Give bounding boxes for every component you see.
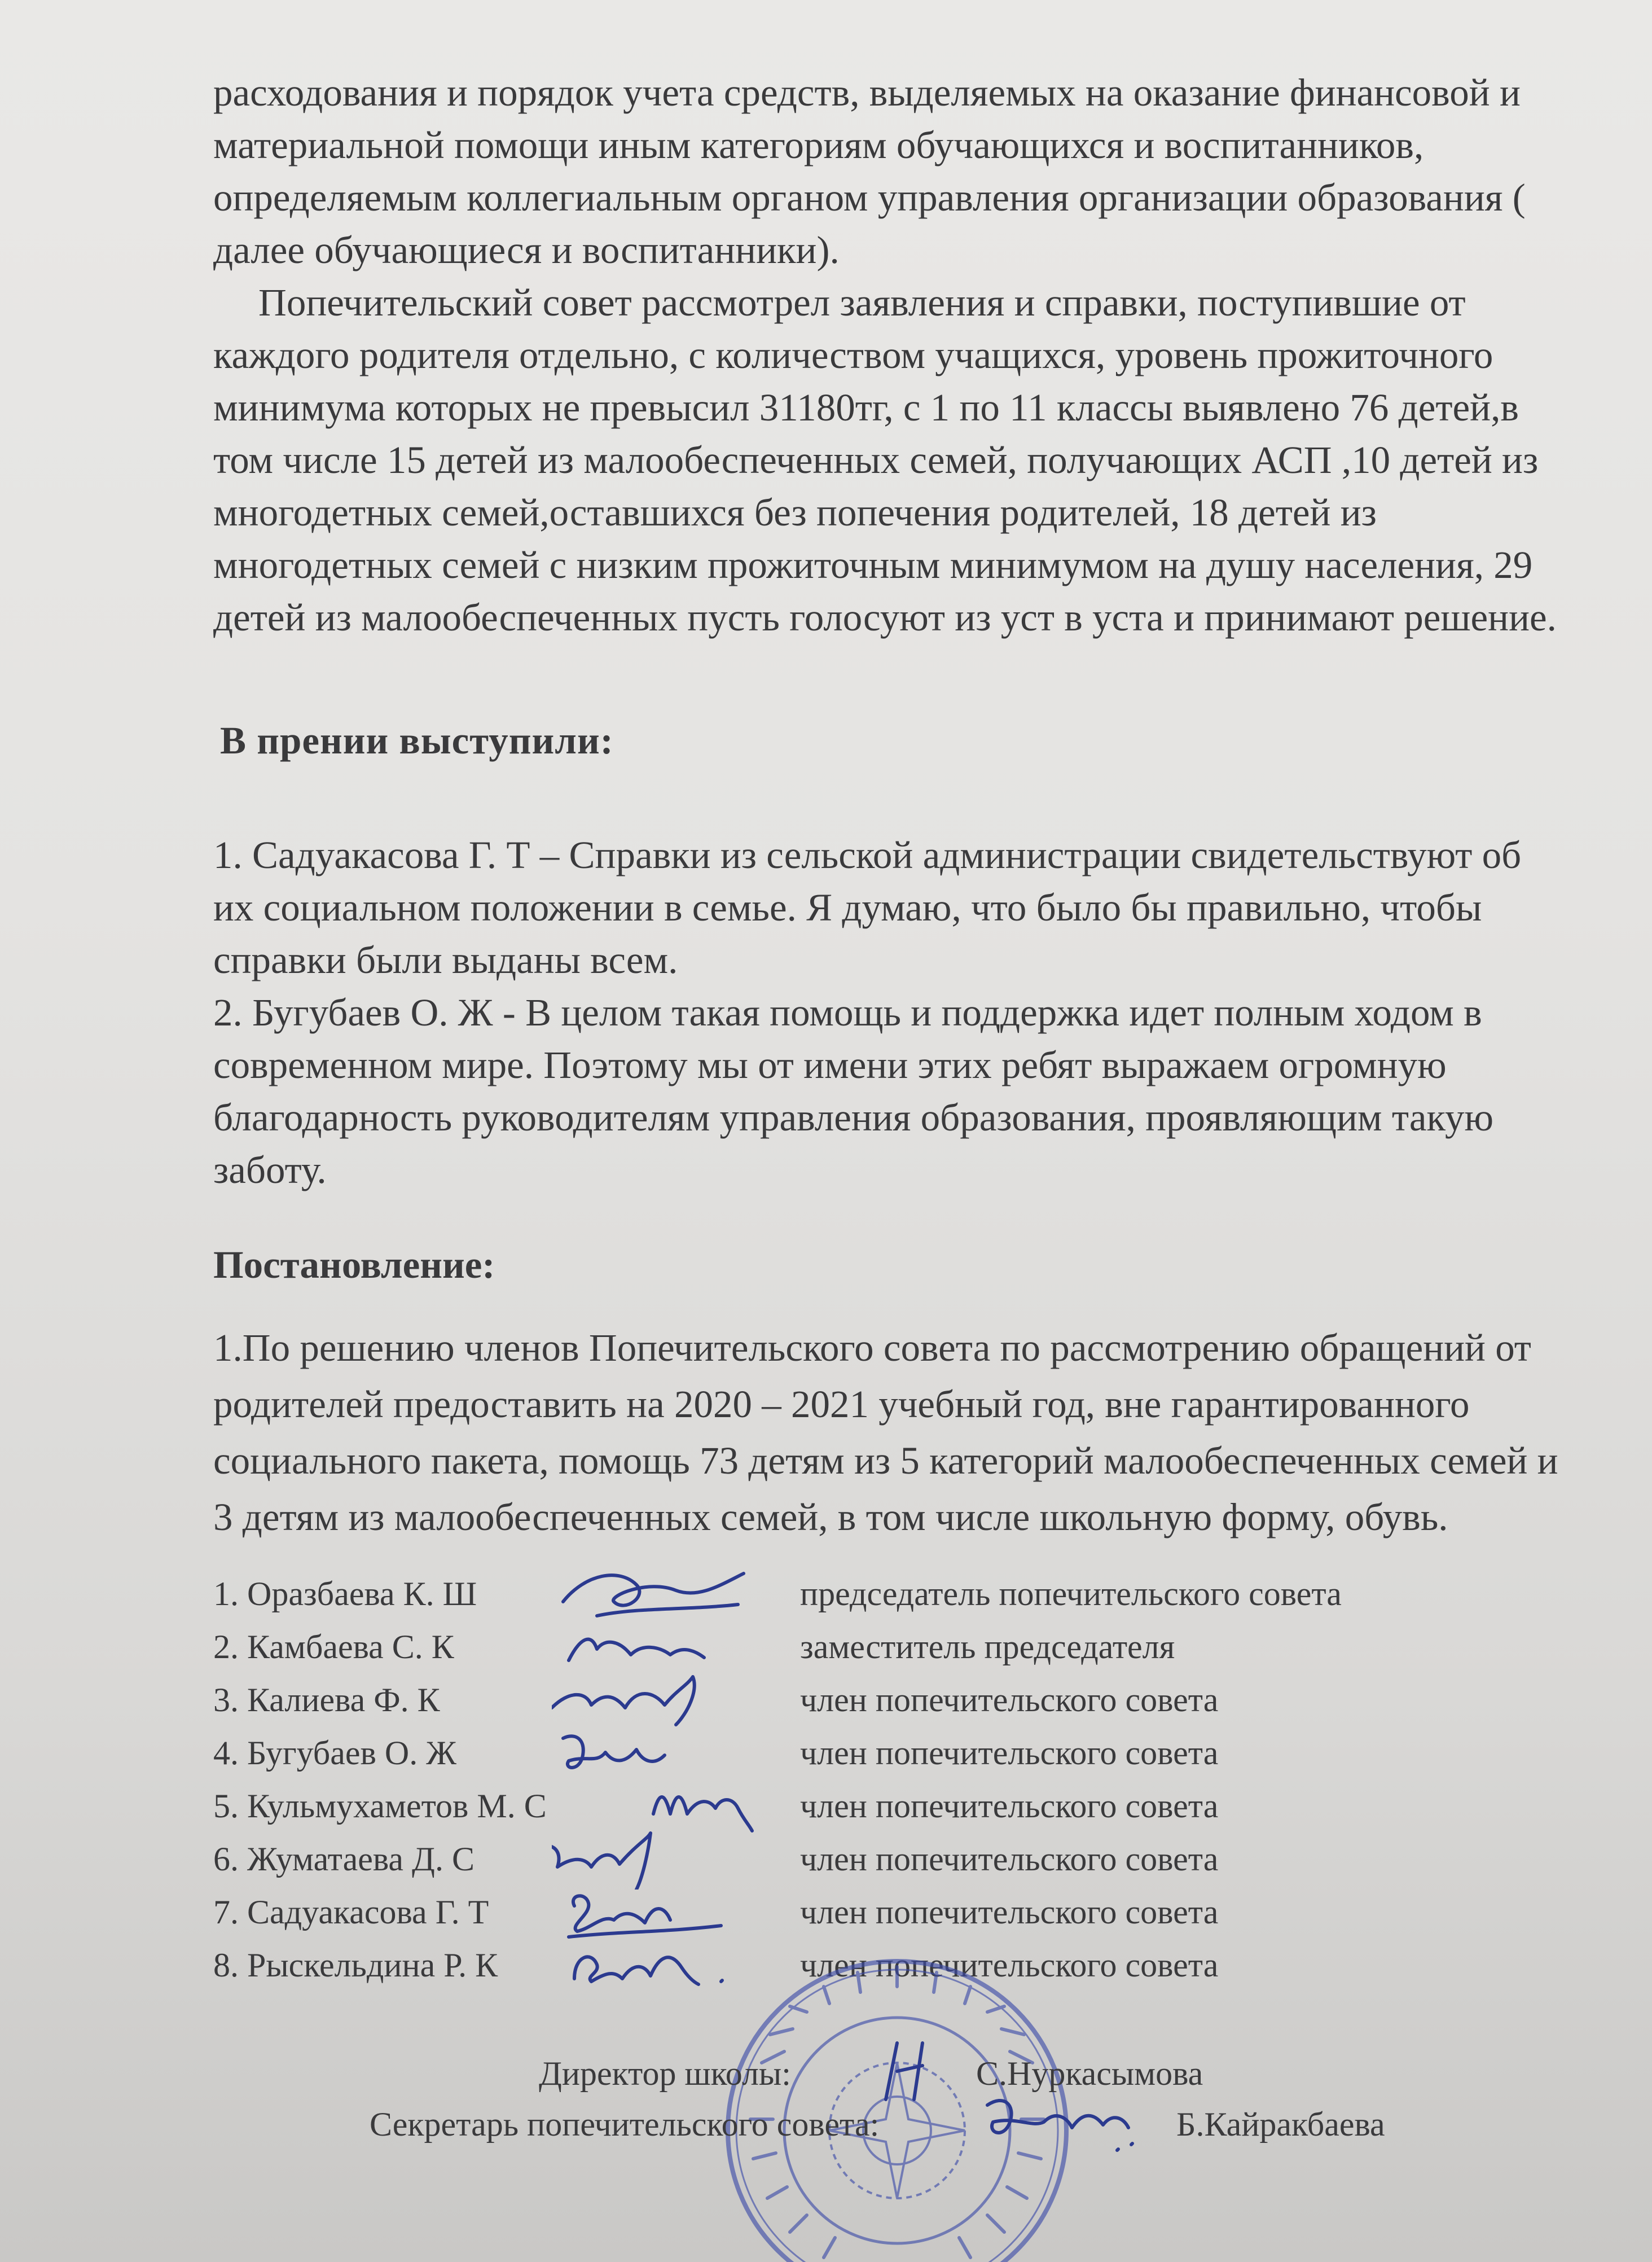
member-role: член попечительского совета	[800, 1681, 1219, 1719]
member-role: член попечительского совета	[800, 1734, 1219, 1772]
director-signature	[869, 2032, 948, 2111]
director-name: С.Нуркасымова	[976, 2055, 1203, 2092]
speaker-item: 1. Садуакасова Г. Т – Справки из сельской администрации свидетельствуют об их социальном положении в семье. Я думаю, что было бы правильно, чтобы справки были выданы всем.	[213, 834, 1522, 981]
member-row	[213, 1787, 1567, 1840]
member-row	[213, 1628, 1567, 1681]
secretary-name: Б.Кайракбаева	[1176, 2106, 1385, 2143]
resolution-text: 1.По решению членов Попечительского совета по рассмотрению обращений от родителей предоставить на 2020 – 2021 учебный год, вне гарантированного социального пакета, помощь 73 детям из 5 категорий малообеспеченных семей и 3 детям из малообеспеченных семей, в том числе школьную форму, обувь.	[213, 1326, 1558, 1538]
member-name: 7. Садуакасова Г. Т	[213, 1893, 489, 1931]
member-name: 4. Бугубаев О. Ж	[213, 1734, 456, 1772]
member-row	[213, 1575, 1567, 1628]
debate-heading: В прении выступили:	[220, 719, 614, 762]
speakers-list	[213, 829, 1567, 1196]
document-body	[213, 67, 1567, 1545]
members-list	[213, 1575, 1567, 1999]
paragraph-intro: расходования и порядок учета средств, выделяемых на оказание финансовой и материальной помощи иным категориям обучающихся и воспитанников, определяемым коллегиальным органом управления организации образования ( далее обучающиеся и воспитанники).	[213, 71, 1526, 271]
resolution-heading: Постановление:	[213, 1243, 495, 1286]
member-role: председатель попечительского совета	[800, 1575, 1342, 1612]
member-name: 3. Калиева Ф. К	[213, 1681, 440, 1719]
paragraph-council-review: Попечительский совет рассмотрел заявления и справки, поступившие от каждого родителя отдельно, с количеством учащихся, уровень прожиточного минимума которых не превысил 31180тг, с 1 по 11 классы выявлено 76 детей,в том числе 15 детей из малообеспеченных семей, получающих АСП ,10 детей из многодетных семей,оставшихся без попечения родителей, 18 детей из многодетных семей с низким прожиточным минимумом на душу населения, 29 детей из малообеспеченных пусть голосуют из уст в уста и принимают решение.	[213, 281, 1557, 639]
member-row	[213, 1840, 1567, 1893]
director-label: Директор школы:	[539, 2055, 791, 2092]
member-row	[213, 1893, 1567, 1946]
member-name: 2. Камбаева С. К	[213, 1628, 454, 1665]
member-role: член попечительского совета	[800, 1840, 1219, 1878]
member-row	[213, 1734, 1567, 1787]
member-name: 6. Жуматаева Д. С	[213, 1840, 475, 1878]
member-role: заместитель председателя	[800, 1628, 1175, 1665]
member-row	[213, 1681, 1567, 1734]
member-name: 8. Рыскельдина Р. К	[213, 1947, 498, 1984]
member-role: член попечительского совета	[800, 1787, 1219, 1825]
member-role: член попечительского совета	[800, 1893, 1219, 1931]
secretary-label: Секретарь попечительского совета:	[370, 2106, 880, 2143]
member-name: 1. Оразбаева К. Ш	[213, 1575, 477, 1612]
secretary-signature	[982, 2088, 1151, 2167]
member-role: член попечительского совета	[800, 1947, 1219, 1984]
speaker-item: 2. Бугубаев О. Ж - В целом такая помощь и поддержка идет полным ходом в современном мире. Поэтому мы от имени этих ребят выражаем огромную благодарность руководителям управления образования, проявляющим такую заботу.	[213, 991, 1494, 1191]
member-name: 5. Кульмухаметов М. С	[213, 1787, 547, 1825]
